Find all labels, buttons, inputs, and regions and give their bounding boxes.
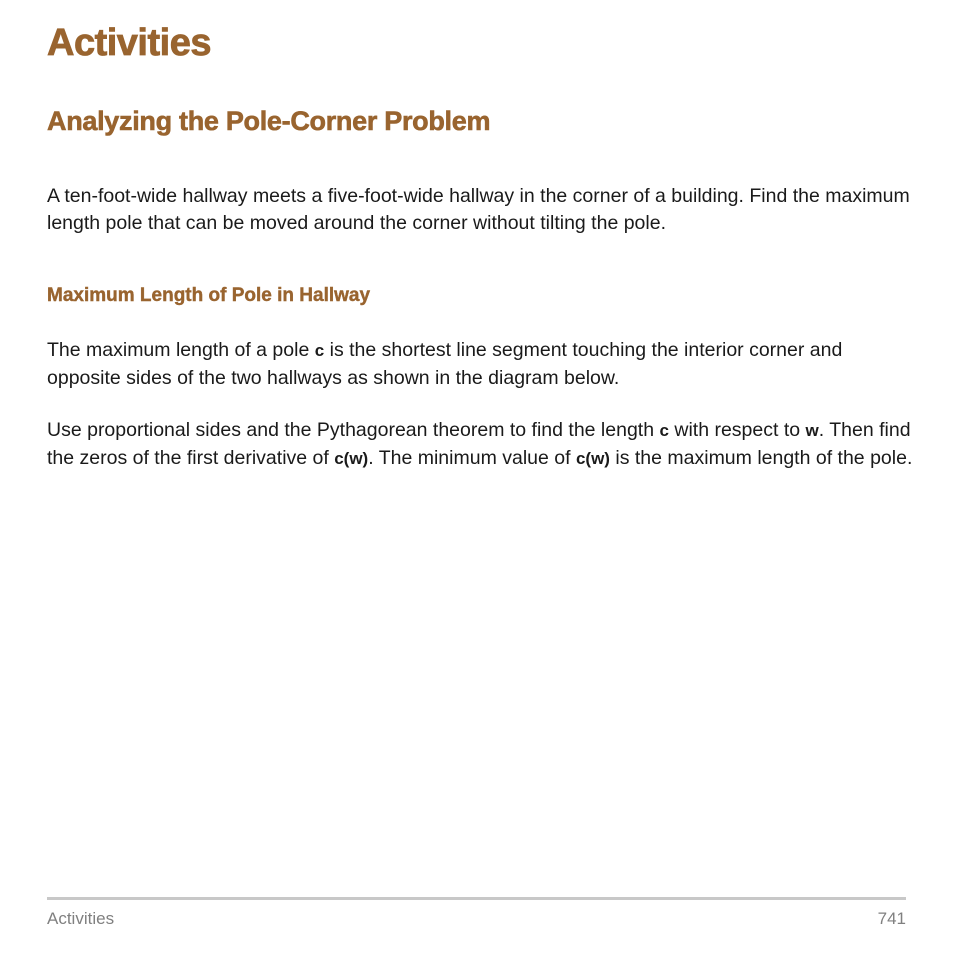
page-title: Activities xyxy=(47,22,211,64)
intro-paragraph: A ten-foot-wide hallway meets a five-foot-wide hallway in the corner of a building. Find the maximum length pole that can be moved around the corner without tilting the pole. xyxy=(47,185,910,234)
math-variable: c xyxy=(314,341,325,360)
page-number: 741 xyxy=(877,909,906,928)
pole-definition-paragraph xyxy=(47,337,917,391)
math-expression: c(w) xyxy=(334,448,369,468)
text-run: with respect to xyxy=(668,419,806,441)
text-run: The maximum length of a pole xyxy=(47,339,315,361)
footer-section-label: Activities xyxy=(47,909,115,928)
text-run: . The minimum value of xyxy=(368,446,576,469)
text-run: is the maximum length of the pole. xyxy=(609,446,913,469)
footer-divider xyxy=(47,897,906,900)
subsection-title: Maximum Length of Pole in Hallway xyxy=(47,285,371,306)
text-run: . Then find the zeros of the first derivative of xyxy=(47,419,911,469)
section-title: Analyzing the Pole-Corner Problem xyxy=(47,106,491,136)
text-run: Use proportional sides and the Pythagorean theorem to find the length xyxy=(47,419,660,441)
math-variable: w xyxy=(805,421,819,440)
text-run: is the shortest line segment touching the interior corner and opposite sides of the two hallways as shown in the diagram below. xyxy=(47,339,843,389)
math-expression: c(w) xyxy=(575,448,610,468)
method-paragraph xyxy=(47,417,917,472)
math-variable: c xyxy=(659,421,669,440)
